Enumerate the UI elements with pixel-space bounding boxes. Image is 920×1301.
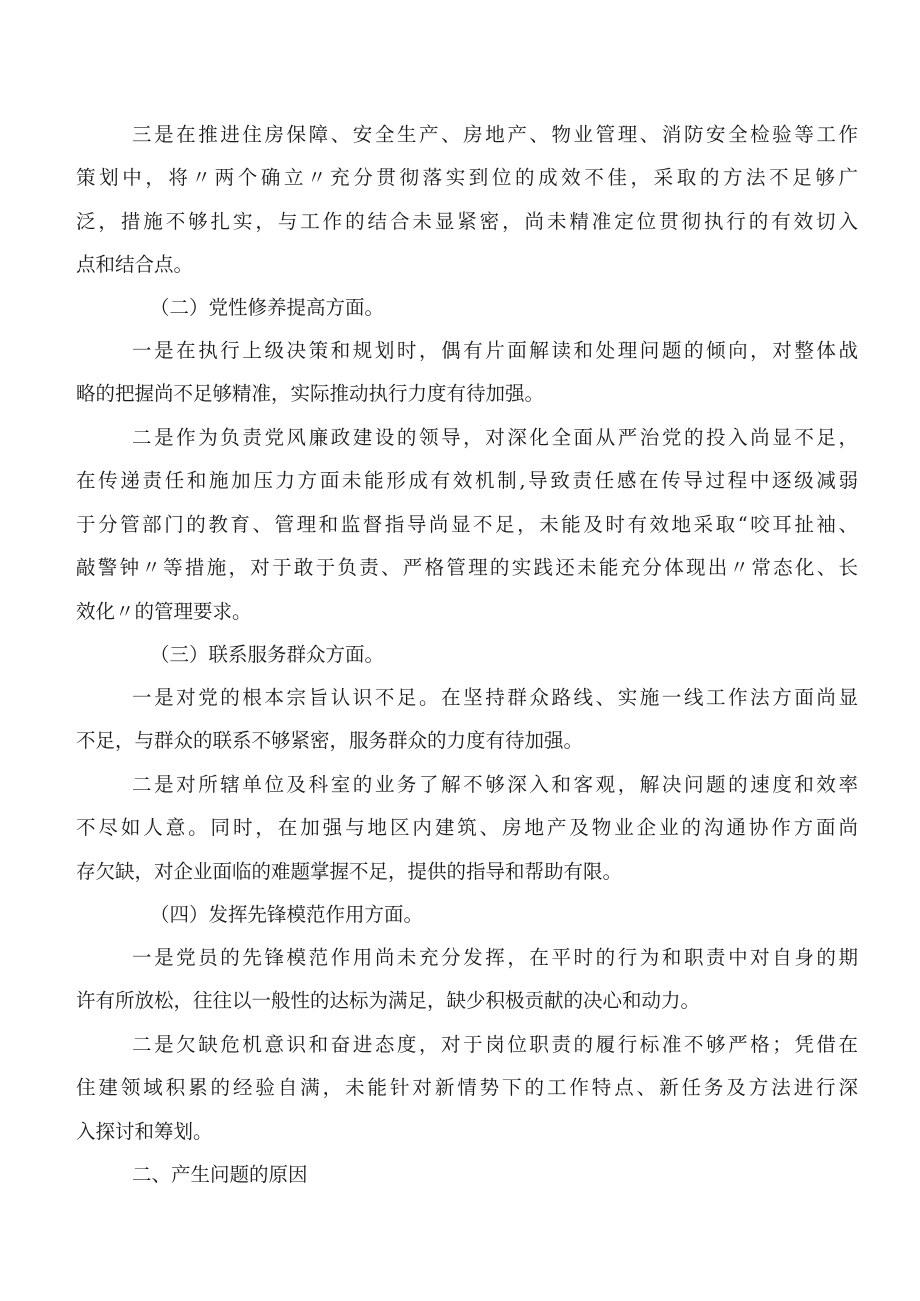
section-heading-4: （四）发挥先锋模范作用方面。 — [150, 903, 424, 926]
section-heading-2: （二）党性修养提高方面。 — [150, 296, 385, 319]
paragraph-1: 三是在推进住房保障、安全生产、房地产、物业管理、消防安全检验等工作 策划中，将〃两个确立〃充分贯彻落实到位的成效不佳，采取的方法不足够广 泛，措施不够扎实，与工作的结合未显紧密，尚未精准定位贯彻执行的有效切入 点和结合点。 — [76, 123, 858, 277]
paragraph-4: 一是对党的根本宗旨认识不足。在坚持群众路线、实施一线工作法方面尚显 不足，与群众的联系不够紧密，服务群众的力度有待加强。 — [76, 686, 858, 753]
paragraph-2: 一是在执行上级决策和规划时，偶有片面解读和处理问题的倾向，对整体战 略的把握尚不足够精准，实际推动执行力度有待加强。 — [76, 339, 858, 406]
section-heading-cause: 二、产生问题的原因 — [132, 1163, 308, 1186]
paragraph-6: 一是党员的先锋模范作用尚未充分发挥，在平时的行为和职责中对自身的期 许有所放松，往往以一般性的达标为满足，缺少积极贡献的决心和动力。 — [76, 946, 858, 1013]
paragraph-5: 二是对所辖单位及科室的业务了解不够深入和客观，解决问题的速度和效率 不尽如人意。同时，在加强与地区内建筑、房地产及物业企业的沟通协作方面尚 存欠缺，对企业面临的难题掌握不足，提供的指导和帮助有限。 — [76, 773, 858, 883]
section-heading-3: （三）联系服务群众方面。 — [150, 643, 385, 666]
paragraph-3: 二是作为负责党风廉政建设的领导，对深化全面从严治党的投入尚显不足， 在传递责任和施加压力方面未能形成有效机制,导致责任感在传导过程中逐级减弱 于分管部门的教育、管理和监督指导尚显不足，未能及时有效地采取“咬耳扯袖、 敲警钟〃等措施，对于敢于负责、严格管理的实践还未能充分体现出〃常态化、长 效化〃的管理要求。 — [76, 426, 858, 623]
paragraph-7: 二是欠缺危机意识和奋进态度，对于岗位职责的履行标准不够严格；凭借在 住建领域积累的经验自满，未能针对新情势下的工作特点、新任务及方法进行深 入探讨和筹划。 — [76, 1033, 858, 1143]
